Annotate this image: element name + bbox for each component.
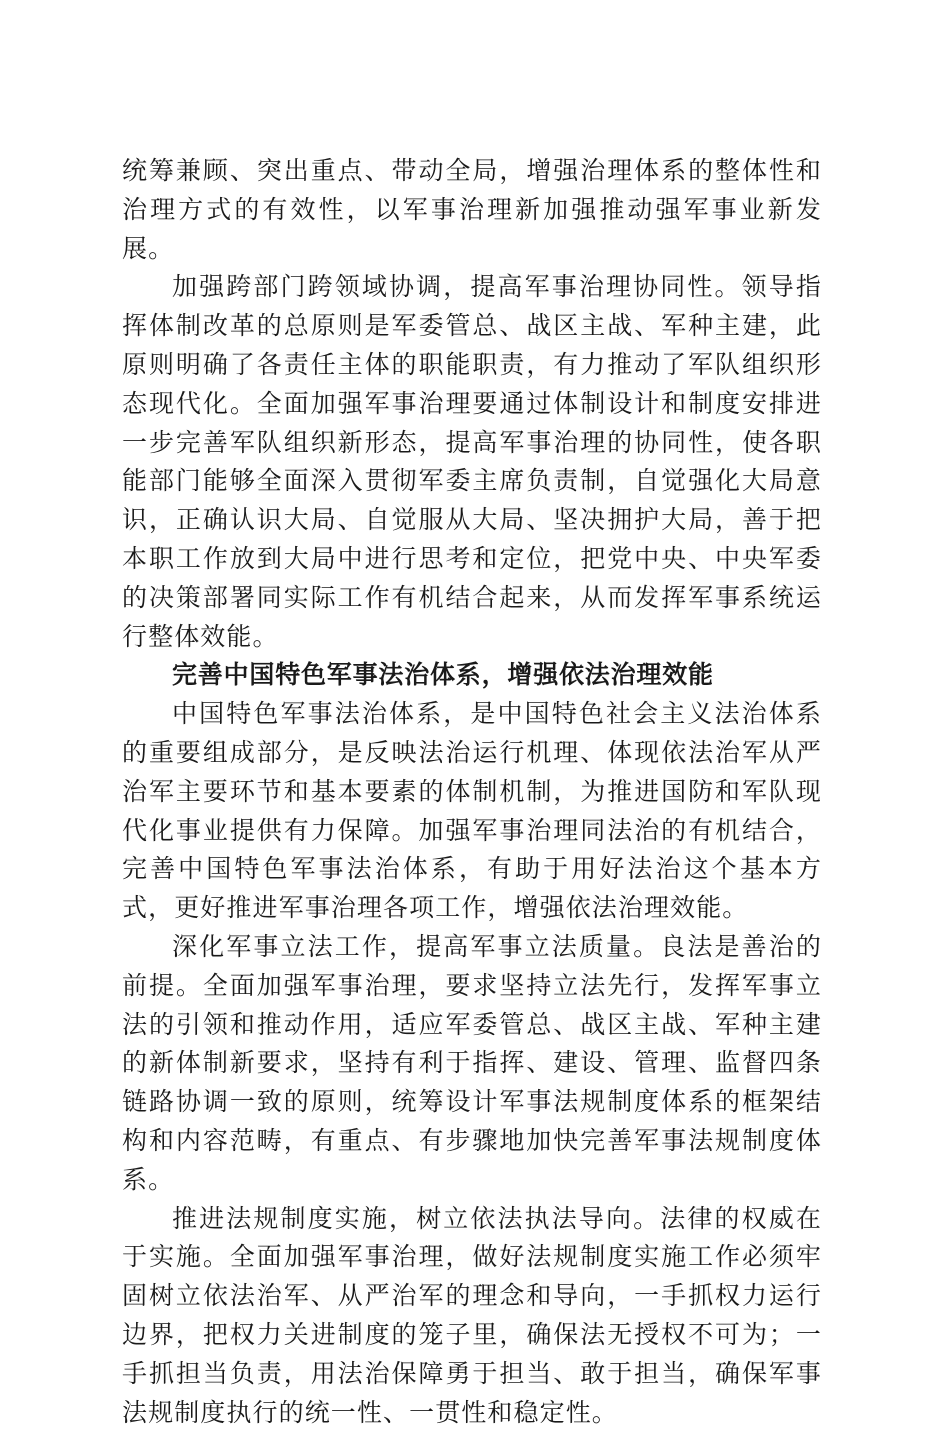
section-heading: 完善中国特色军事法治体系，增强依法治理效能 [172,660,714,690]
paragraph-military-rule-of-law-system: 中国特色军事法治体系，是中国特色社会主义法治体系的重要组成部分，是反映法治运行机理、体现依法治军从严治军主要环节和基本要素的体制机制，为推进国防和军队现代化事业提供有力保障。加强军事治理同法治的有机结合，完善中国特色军事法治体系，有助于用好法治这个基本方式，更好推进军事治理各项工作，增强依法治理效能。 [122,699,822,923]
document-body [122,152,822,1432]
paragraph-cross-department-coordination: 加强跨部门跨领域协调，提高军事治理协同性。领导指挥体制改革的总原则是军委管总、战区主战、军种主建，此原则明确了各责任主体的职能职责，有力推动了军队组织形态现代化。全面加强军事治理要通过体制设计和制度安排进一步完善军队组织新形态，提高军事治理的协同性，使各职能部门能够全面深入贯彻军委主席负责制，自觉强化大局意识，正确认识大局、自觉服从大局、坚决拥护大局，善于把本职工作放到大局中进行思考和定位，把党中央、中央军委的决策部署同实际工作有机结合起来，从而发挥军事系统运行整体效能。 [122,272,822,651]
paragraph-military-legislation: 深化军事立法工作，提高军事立法质量。良法是善治的前提。全面加强军事治理，要求坚持立法先行，发挥军事立法的引领和推动作用，适应军委管总、战区主战、军种主建的新体制新要求，坚持有利于指挥、建设、管理、监督四条链路协调一致的原则，统筹设计军事法规制度体系的框架结构和内容范畴，有重点、有步骤地加快完善军事法规制度体系。 [122,931,822,1194]
paragraph-continuation: 统筹兼顾、突出重点、带动全局，增强治理体系的整体性和治理方式的有效性，以军事治理新加强推动强军事业新发展。 [122,156,822,263]
paragraph-regulation-implementation: 推进法规制度实施，树立依法执法导向。法律的权威在于实施。全面加强军事治理，做好法规制度实施工作必须牢固树立依法治军、从严治军的理念和导向，一手抓权力运行边界，把权力关进制度的笼子里，确保法无授权不可为；一手抓担当负责，用法治保障勇于担当、敢于担当，确保军事法规制度执行的统一性、一贯性和稳定性。 [122,1203,822,1427]
